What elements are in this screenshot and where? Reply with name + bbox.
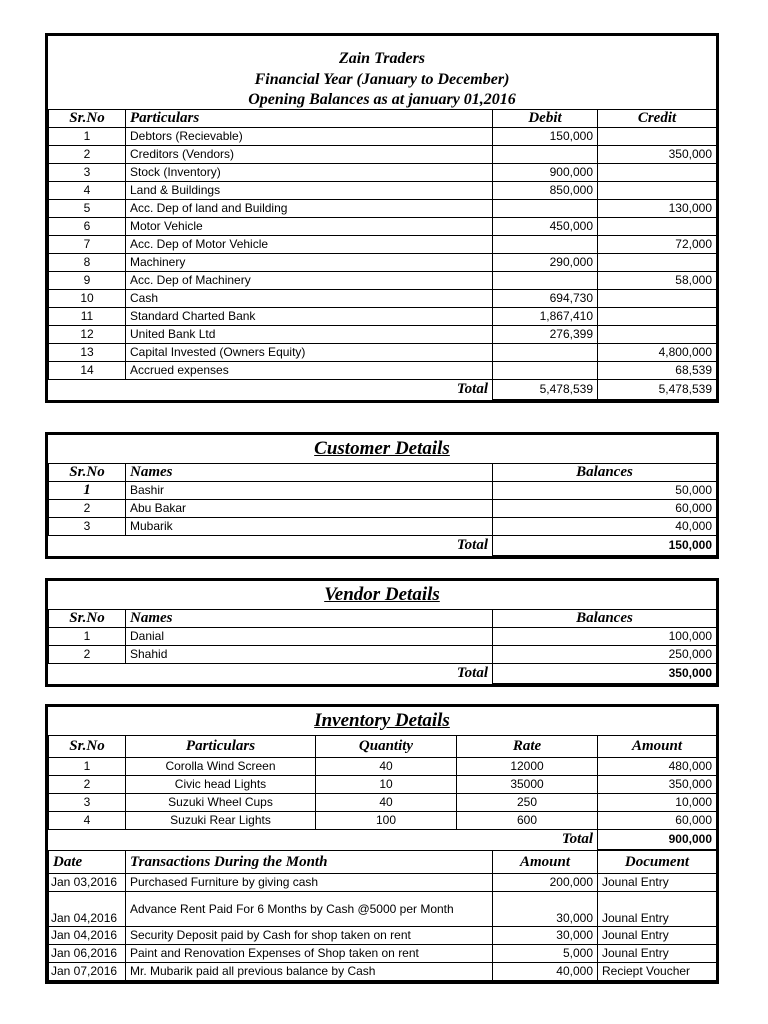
- opening-particulars: Debtors (Recievable): [126, 128, 493, 146]
- inventory-rate: 250: [457, 794, 598, 812]
- vendor-total-row: [49, 664, 717, 684]
- opening-particulars: Stock (Inventory): [126, 164, 493, 182]
- inventory-quantity: 100: [316, 812, 457, 830]
- inventory-table: [48, 735, 717, 850]
- inventory-sr: 3: [49, 794, 126, 812]
- customer-total-row: [49, 536, 717, 556]
- transactions-table: [48, 850, 717, 981]
- opening-credit: 130,000: [598, 200, 717, 218]
- customer-balance: 60,000: [493, 500, 717, 518]
- opening-sr: 6: [49, 218, 126, 236]
- customer-name: Abu Bakar: [126, 500, 493, 518]
- vendor-balance: 100,000: [493, 628, 717, 646]
- opening-subtitle: Opening Balances as at january 01,2016: [248, 91, 516, 108]
- customer-sr: 1: [49, 482, 126, 500]
- company-name: Zain Traders: [338, 50, 426, 67]
- vendor-section: [45, 578, 719, 687]
- inventory-title: Inventory Details: [314, 710, 450, 731]
- opening-particulars: Capital Invested (Owners Equity): [126, 344, 493, 362]
- customer-total-spacer: [49, 536, 126, 556]
- opening-total-spacer: [49, 380, 126, 400]
- transactions-col-date: Date: [49, 851, 126, 874]
- opening-credit: [598, 290, 717, 308]
- opening-debit: 694,730: [493, 290, 598, 308]
- transaction-row: [49, 963, 717, 981]
- inventory-rows: [49, 758, 717, 830]
- vendor-title: Vendor Details: [324, 584, 440, 605]
- opening-credit: 68,539: [598, 362, 717, 380]
- customer-row: [49, 518, 717, 536]
- opening-debit: 150,000: [493, 128, 598, 146]
- opening-row: [49, 272, 717, 290]
- opening-sr: 10: [49, 290, 126, 308]
- opening-particulars: Acc. Dep of Machinery: [126, 272, 493, 290]
- customer-rows: [49, 482, 717, 536]
- opening-row: [49, 344, 717, 362]
- opening-particulars: United Bank Ltd: [126, 326, 493, 344]
- opening-particulars: Accrued expenses: [126, 362, 493, 380]
- inventory-row: [49, 794, 717, 812]
- inventory-col-amount: Amount: [598, 736, 717, 758]
- opening-credit: [598, 254, 717, 272]
- inventory-col-rate: Rate: [457, 736, 598, 758]
- customer-header-row: [49, 464, 717, 482]
- opening-credit: [598, 308, 717, 326]
- transactions-rows: [49, 874, 717, 981]
- vendor-sr: 2: [49, 646, 126, 664]
- opening-table: [48, 109, 717, 400]
- transaction-document: Reciept Voucher: [598, 963, 717, 981]
- inventory-rate: 600: [457, 812, 598, 830]
- customer-row: [49, 482, 717, 500]
- vendor-header-row: [49, 610, 717, 628]
- opening-particulars: Creditors (Vendors): [126, 146, 493, 164]
- inventory-sr: 2: [49, 776, 126, 794]
- opening-credit: 4,800,000: [598, 344, 717, 362]
- transactions-col-desc: Transactions During the Month: [126, 851, 493, 874]
- opening-sr: 4: [49, 182, 126, 200]
- transaction-row: [49, 945, 717, 963]
- transaction-desc: Paint and Renovation Expenses of Shop taken on rent: [126, 945, 493, 963]
- col-sr: Sr.No: [49, 110, 126, 128]
- inventory-sr: 1: [49, 758, 126, 776]
- customer-total-label: Total: [456, 537, 488, 554]
- vendor-rows: [49, 628, 717, 664]
- transaction-document: Jounal Entry: [598, 945, 717, 963]
- customer-balance: 40,000: [493, 518, 717, 536]
- transaction-desc: Advance Rent Paid For 6 Months by Cash @5000 per Month: [126, 892, 493, 927]
- vendor-name: Danial: [126, 628, 493, 646]
- opening-header-row: [49, 110, 717, 128]
- inventory-section: [45, 704, 719, 984]
- vendor-balance: 250,000: [493, 646, 717, 664]
- vendor-row: [49, 628, 717, 646]
- inventory-row: [49, 776, 717, 794]
- opening-row: [49, 236, 717, 254]
- inventory-quantity: 40: [316, 758, 457, 776]
- opening-rows: [49, 128, 717, 380]
- inventory-total-value: 900,000: [598, 830, 717, 850]
- customer-sr: 3: [49, 518, 126, 536]
- inventory-sr: 4: [49, 812, 126, 830]
- opening-debit: 850,000: [493, 182, 598, 200]
- transactions-col-document: Document: [598, 851, 717, 874]
- opening-row: [49, 164, 717, 182]
- opening-credit: [598, 164, 717, 182]
- opening-row: [49, 290, 717, 308]
- inventory-col-particulars: Particulars: [126, 736, 316, 758]
- transaction-row: [49, 927, 717, 945]
- transaction-row: [49, 892, 717, 927]
- opening-particulars: Machinery: [126, 254, 493, 272]
- opening-total-row: [49, 380, 717, 400]
- opening-header: [48, 36, 716, 109]
- opening-sr: 12: [49, 326, 126, 344]
- inventory-row: [49, 758, 717, 776]
- opening-debit: 290,000: [493, 254, 598, 272]
- inventory-amount: 60,000: [598, 812, 717, 830]
- customer-col-sr: Sr.No: [49, 464, 126, 482]
- opening-debit: [493, 146, 598, 164]
- opening-particulars: Cash: [126, 290, 493, 308]
- vendor-total-spacer: [49, 664, 126, 684]
- opening-credit: [598, 218, 717, 236]
- opening-debit: 1,867,410: [493, 308, 598, 326]
- customer-total-value: 150,000: [493, 536, 717, 556]
- customer-table: [48, 463, 717, 556]
- vendor-col-sr: Sr.No: [49, 610, 126, 628]
- customer-section: [45, 432, 719, 559]
- customer-name: Bashir: [126, 482, 493, 500]
- opening-particulars: Standard Charted Bank: [126, 308, 493, 326]
- transaction-desc: Security Deposit paid by Cash for shop taken on rent: [126, 927, 493, 945]
- inventory-header-row: [49, 736, 717, 758]
- inventory-total-row: [49, 830, 717, 850]
- inventory-particulars: Civic head Lights: [126, 776, 316, 794]
- opening-total-credit: 5,478,539: [598, 380, 717, 400]
- customer-balance: 50,000: [493, 482, 717, 500]
- transaction-date: Jan 06,2016: [49, 945, 126, 963]
- inventory-amount: 10,000: [598, 794, 717, 812]
- vendor-col-balances: Balances: [493, 610, 717, 628]
- vendor-row: [49, 646, 717, 664]
- opening-sr: 14: [49, 362, 126, 380]
- col-particulars: Particulars: [126, 110, 493, 128]
- opening-total-label: Total: [456, 381, 488, 398]
- opening-sr: 8: [49, 254, 126, 272]
- opening-sr: 13: [49, 344, 126, 362]
- opening-credit: [598, 128, 717, 146]
- inventory-amount: 480,000: [598, 758, 717, 776]
- opening-sr: 7: [49, 236, 126, 254]
- vendor-table: [48, 609, 717, 684]
- vendor-col-names: Names: [126, 610, 493, 628]
- transaction-document: Jounal Entry: [598, 927, 717, 945]
- opening-row: [49, 362, 717, 380]
- opening-row: [49, 182, 717, 200]
- vendor-sr: 1: [49, 628, 126, 646]
- inventory-rate: 35000: [457, 776, 598, 794]
- inventory-rate: 12000: [457, 758, 598, 776]
- customer-sr: 2: [49, 500, 126, 518]
- col-debit: Debit: [493, 110, 598, 128]
- inventory-amount: 350,000: [598, 776, 717, 794]
- opening-row: [49, 128, 717, 146]
- opening-debit: 450,000: [493, 218, 598, 236]
- inventory-col-quantity: Quantity: [316, 736, 457, 758]
- opening-row: [49, 218, 717, 236]
- transactions-col-amount: Amount: [493, 851, 598, 874]
- transaction-desc: Purchased Furniture by giving cash: [126, 874, 493, 892]
- inventory-total-spacer-3: [316, 830, 457, 850]
- inventory-total-spacer-2: [126, 830, 316, 850]
- inventory-total-spacer: [49, 830, 126, 850]
- opening-total-debit: 5,478,539: [493, 380, 598, 400]
- transaction-date: Jan 03,2016: [49, 874, 126, 892]
- opening-sr: 9: [49, 272, 126, 290]
- opening-debit: [493, 236, 598, 254]
- opening-debit: [493, 200, 598, 218]
- transaction-amount: 30,000: [493, 892, 598, 927]
- inventory-total-label: Total: [561, 831, 593, 848]
- opening-sr: 11: [49, 308, 126, 326]
- opening-debit: [493, 344, 598, 362]
- inventory-col-sr: Sr.No: [49, 736, 126, 758]
- transaction-amount: 30,000: [493, 927, 598, 945]
- transaction-amount: 5,000: [493, 945, 598, 963]
- opening-particulars: Acc. Dep of Motor Vehicle: [126, 236, 493, 254]
- opening-sr: 1: [49, 128, 126, 146]
- opening-credit: 72,000: [598, 236, 717, 254]
- opening-sr: 5: [49, 200, 126, 218]
- opening-debit: 276,399: [493, 326, 598, 344]
- opening-credit: [598, 182, 717, 200]
- customer-col-balances: Balances: [493, 464, 717, 482]
- opening-credit: 58,000: [598, 272, 717, 290]
- vendor-name: Shahid: [126, 646, 493, 664]
- opening-sr: 2: [49, 146, 126, 164]
- inventory-particulars: Suzuki Rear Lights: [126, 812, 316, 830]
- inventory-row: [49, 812, 717, 830]
- vendor-total-value: 350,000: [493, 664, 717, 684]
- financial-year: Financial Year (January to December): [254, 71, 510, 88]
- opening-row: [49, 326, 717, 344]
- transaction-date: Jan 04,2016: [49, 927, 126, 945]
- customer-row: [49, 500, 717, 518]
- transaction-row: [49, 874, 717, 892]
- opening-row: [49, 200, 717, 218]
- inventory-quantity: 10: [316, 776, 457, 794]
- inventory-particulars: Suzuki Wheel Cups: [126, 794, 316, 812]
- opening-particulars: Land & Buildings: [126, 182, 493, 200]
- opening-sr: 3: [49, 164, 126, 182]
- opening-particulars: Acc. Dep of land and Building: [126, 200, 493, 218]
- opening-row: [49, 146, 717, 164]
- opening-particulars: Motor Vehicle: [126, 218, 493, 236]
- col-credit: Credit: [598, 110, 717, 128]
- customer-title: Customer Details: [314, 438, 450, 459]
- opening-balances-section: [45, 33, 719, 403]
- opening-debit: [493, 272, 598, 290]
- transaction-amount: 200,000: [493, 874, 598, 892]
- opening-row: [49, 308, 717, 326]
- transaction-date: Jan 07,2016: [49, 963, 126, 981]
- transaction-amount: 40,000: [493, 963, 598, 981]
- transaction-document: Jounal Entry: [598, 892, 717, 927]
- inventory-quantity: 40: [316, 794, 457, 812]
- transaction-desc: Mr. Mubarik paid all previous balance by Cash: [126, 963, 493, 981]
- inventory-particulars: Corolla Wind Screen: [126, 758, 316, 776]
- opening-credit: 350,000: [598, 146, 717, 164]
- opening-debit: 900,000: [493, 164, 598, 182]
- transactions-header-row: [49, 851, 717, 874]
- opening-debit: [493, 362, 598, 380]
- transaction-document: Jounal Entry: [598, 874, 717, 892]
- customer-name: Mubarik: [126, 518, 493, 536]
- customer-col-names: Names: [126, 464, 493, 482]
- transaction-date: Jan 04,2016: [49, 892, 126, 927]
- opening-credit: [598, 326, 717, 344]
- vendor-total-label: Total: [456, 665, 488, 682]
- opening-row: [49, 254, 717, 272]
